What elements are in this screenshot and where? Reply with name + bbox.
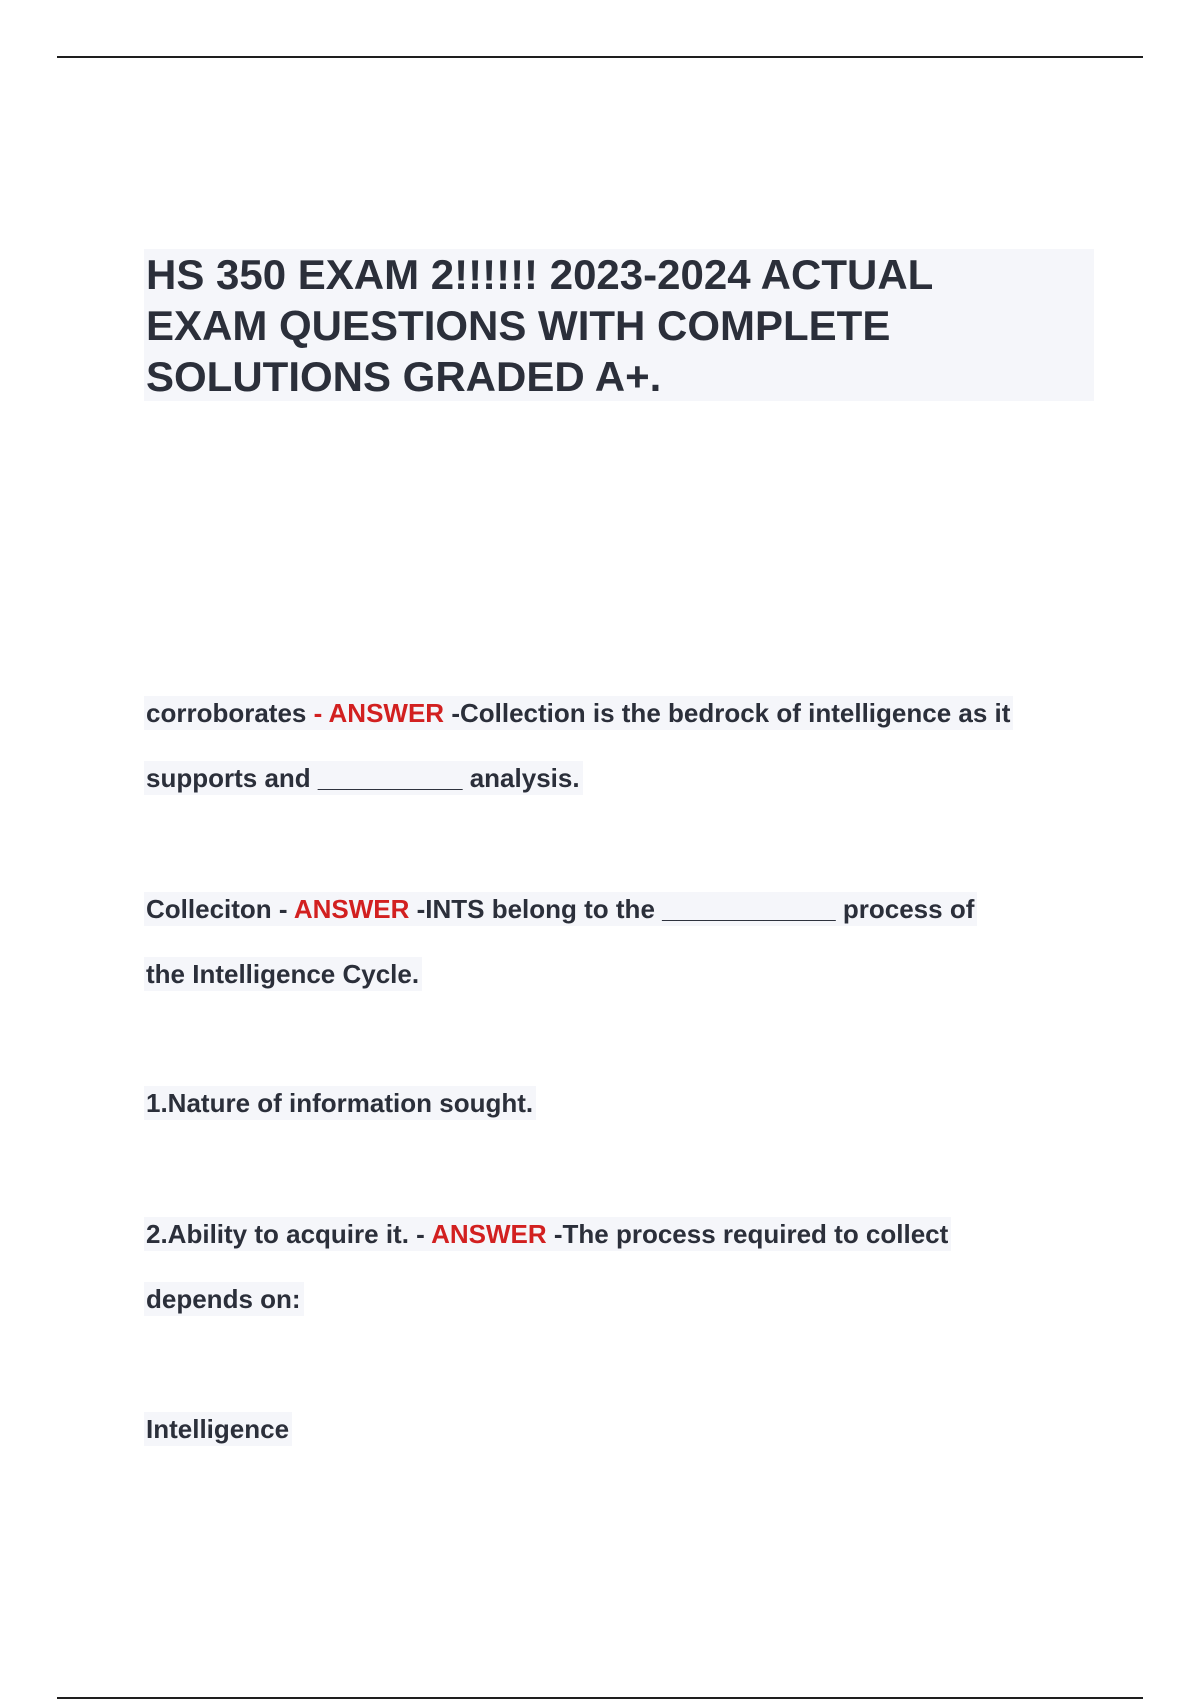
qa-item-2-line-2 [144, 942, 422, 1007]
qa-item-3-text: 1.Nature of information sought. [144, 1086, 536, 1120]
qa-item-1-question-cont: supports and __________ analysis. [144, 761, 583, 795]
qa-item-1-highlight [144, 696, 1013, 730]
qa-item-4-question: -The process required to collect [546, 1219, 949, 1249]
bottom-rule [57, 1697, 1143, 1699]
qa-item-4-line-2 [144, 1267, 304, 1332]
qa-item-3-line [144, 1071, 536, 1136]
qa-item-2-dash: - [271, 894, 294, 924]
title-line-1: HS 350 EXAM 2!!!!!! 2023-2024 ACTUAL [146, 251, 934, 298]
top-rule [57, 56, 1143, 58]
qa-item-1-dash: - [306, 698, 329, 728]
qa-item-4-question-cont: depends on: [144, 1282, 304, 1316]
qa-item-1-answer-label: ANSWER [328, 698, 445, 728]
qa-item-2-term: Colleciton [146, 894, 272, 924]
qa-item-4-answer-label: ANSWER [431, 1219, 547, 1249]
qa-item-1-line-2 [144, 746, 583, 811]
qa-item-4-dash: - [408, 1219, 432, 1249]
qa-item-5-line [144, 1397, 292, 1462]
qa-item-2-highlight [144, 892, 977, 926]
qa-item-5-text: Intelligence [144, 1412, 292, 1446]
qa-item-4-highlight [144, 1217, 951, 1251]
qa-item-1-line-1 [144, 681, 1013, 746]
qa-item-1-term: corroborates [146, 698, 307, 728]
qa-item-4-line-1 [144, 1202, 951, 1267]
document-title [144, 249, 1094, 401]
qa-item-2-answer-label: ANSWER [293, 894, 410, 924]
qa-item-1-question: -Collection is the bedrock of intelligence as it [444, 698, 1011, 728]
qa-item-2-question-cont: the Intelligence Cycle. [144, 957, 422, 991]
title-line-2: EXAM QUESTIONS WITH COMPLETE [146, 302, 891, 349]
qa-item-2-question: -INTS belong to the ____________ process of [409, 894, 975, 924]
qa-item-2-line-1 [144, 877, 977, 942]
qa-item-4-term: 2.Ability to acquire it. [146, 1219, 409, 1249]
title-line-3: SOLUTIONS GRADED A+. [146, 353, 662, 400]
